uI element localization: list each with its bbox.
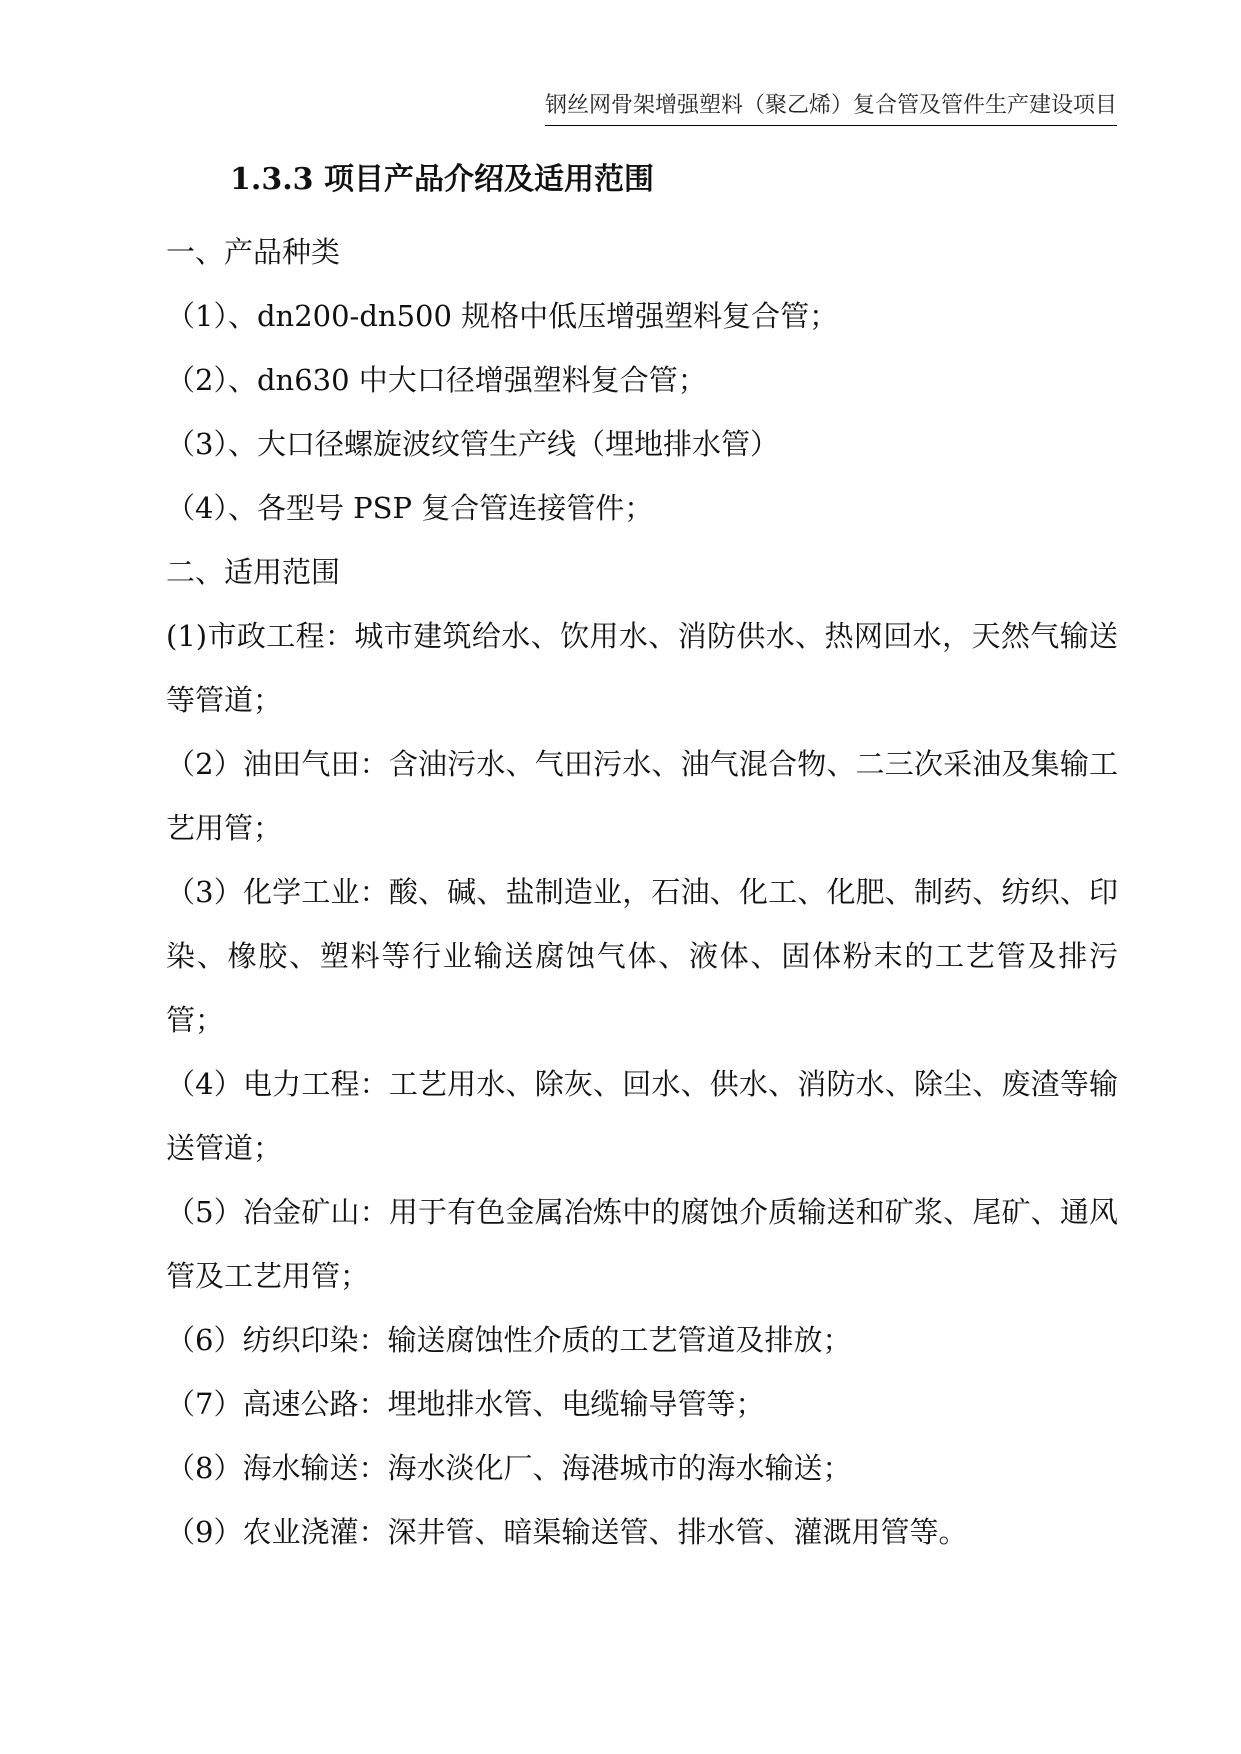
product-item: （1）、dn200-dn500 规格中低压增强塑料复合管； (166, 299, 839, 333)
product-item: （3）、大口径螺旋波纹管生产线（埋地排水管） (166, 427, 779, 461)
scope-item: (1)市政工程：城市建筑给水、饮用水、消防供水、热网回水，天然气输送等管道； (166, 619, 1118, 717)
scope-item: （4）电力工程：工艺用水、除灰、回水、供水、消防水、除尘、废渣等输送管道； (166, 1067, 1118, 1165)
page-body (166, 160, 1118, 1564)
scope-item: （8）海水输送：海水淡化厂、海港城市的海水输送； (166, 1451, 852, 1485)
product-types-heading: 一、产品种类 (166, 235, 341, 269)
running-header: 钢丝网骨架增强塑料（聚乙烯）复合管及管件生产建设项目 (545, 88, 1117, 126)
scope-item: （2）油田气田：含油污水、气田污水、油气混合物、二三次采油及集输工艺用管； (166, 747, 1118, 845)
scope-item: （5）冶金矿山：用于有色金属冶炼中的腐蚀介质输送和矿浆、尾矿、通风管及工艺用管； (166, 1195, 1118, 1293)
product-item: （4）、各型号 PSP 复合管连接管件； (166, 491, 654, 525)
scope-item: （3）化学工业：酸、碱、盐制造业，石油、化工、化肥、制药、纺织、印染、橡胶、塑料等行业输送腐蚀气体、液体、固体粉末的工艺管及排污管； (166, 875, 1118, 1037)
scope-item: （6）纺织印染：输送腐蚀性介质的工艺管道及排放； (166, 1323, 852, 1357)
scope-item: （9）农业浇灌：深井管、暗渠输送管、排水管、灌溉用管等。 (166, 1515, 968, 1549)
scope-item: （7）高速公路：埋地排水管、电缆输导管等； (166, 1387, 765, 1421)
product-item: （2）、dn630 中大口径增强塑料复合管； (166, 363, 707, 397)
scope-heading: 二、适用范围 (166, 555, 341, 589)
section-title: 1.3.3 项目产品介绍及适用范围 (230, 162, 654, 197)
